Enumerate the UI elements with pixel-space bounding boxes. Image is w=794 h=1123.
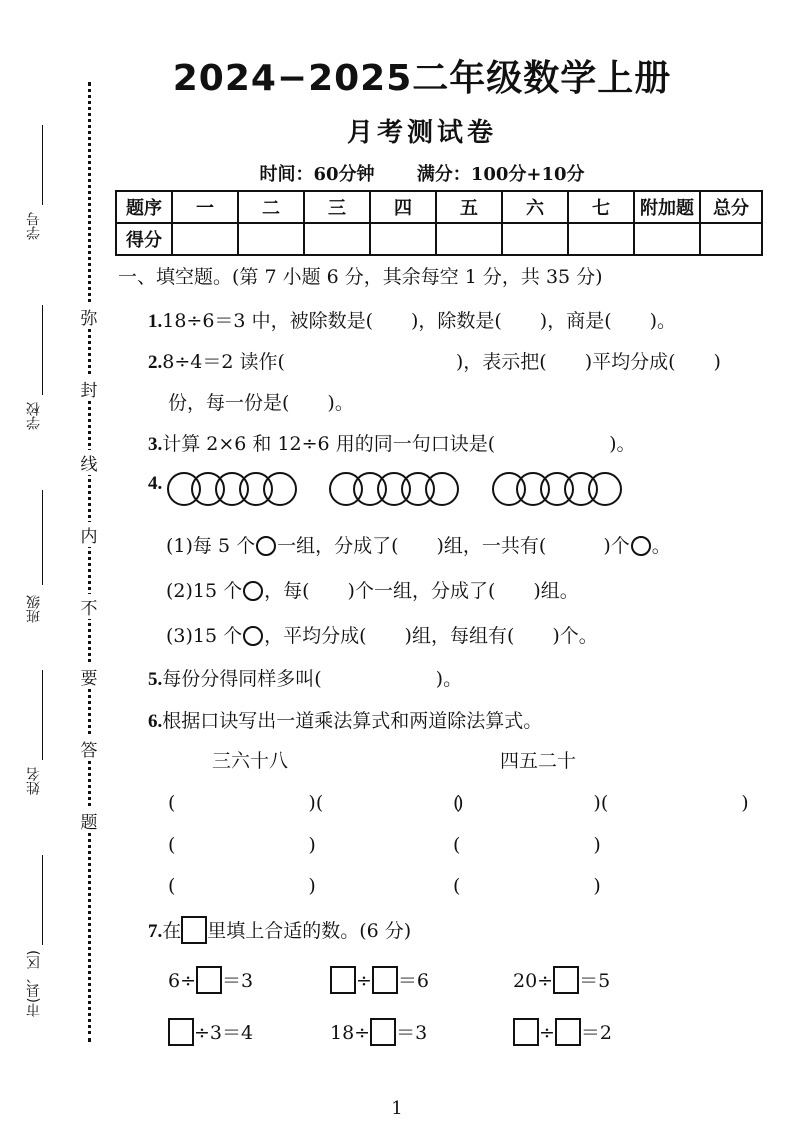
answer-box[interactable] [513, 1018, 539, 1046]
question-text: 每份分得同样多叫( )。 [162, 668, 463, 690]
question-2-line-1 [148, 347, 721, 374]
score-cell[interactable] [700, 223, 762, 255]
table-header-cell: 六 [502, 191, 568, 223]
student-id-label: 学号 [26, 212, 42, 240]
district-label: 市(县、区) [26, 950, 42, 1017]
answer-box[interactable] [330, 966, 356, 994]
rhyme-left: 三六十八 [212, 750, 289, 772]
eq-text: ＝5 [579, 970, 611, 992]
question-4-sub-3 [166, 621, 598, 648]
seal-char: 弥 [77, 304, 101, 329]
binding-dotted-line [88, 82, 91, 1042]
question-number: 4. [148, 473, 163, 494]
sub-text: (3)15 个 [166, 625, 243, 647]
score-cell[interactable] [238, 223, 304, 255]
sub-text: ，每( )个一组，分成了( )组。 [264, 580, 579, 602]
answer-box[interactable] [555, 1018, 581, 1046]
score-cell[interactable] [436, 223, 502, 255]
circle-icon [256, 536, 276, 556]
answer-blank[interactable]: ( ) [453, 834, 601, 856]
table-header-cell: 附加题 [634, 191, 700, 223]
circle-icon [588, 472, 622, 506]
seal-char: 要 [77, 664, 101, 689]
eq-text: ÷3＝4 [194, 1022, 254, 1044]
question-4-number [148, 472, 162, 495]
eq-text: ＝2 [580, 1022, 613, 1044]
circle-icon [243, 626, 263, 646]
school-label: 学校 [26, 402, 42, 430]
question-3 [148, 429, 636, 456]
rhyme-right: 四五二十 [500, 750, 577, 772]
answer-box[interactable] [370, 1018, 396, 1046]
equation [330, 966, 429, 994]
circle-group [492, 472, 612, 506]
answer-box[interactable] [196, 966, 222, 994]
table-header-cell: 二 [238, 191, 304, 223]
equation [513, 966, 610, 994]
seal-char: 答 [77, 736, 101, 761]
answer-blank[interactable]: ( ) [453, 875, 601, 897]
question-text: 在 [162, 920, 182, 942]
circle-group [167, 472, 287, 506]
score-table-header-row [116, 191, 762, 223]
question-4-sub-1 [166, 531, 671, 558]
question-number: 7. [148, 921, 163, 942]
eq-text: ＝3 [396, 1022, 428, 1044]
circle-icon [425, 472, 459, 506]
score-cell[interactable] [634, 223, 700, 255]
question-5 [148, 664, 462, 691]
seal-char: 题 [77, 808, 101, 833]
eq-text: 20÷ [513, 970, 554, 992]
seal-char: 线 [77, 450, 101, 475]
seal-char: 封 [77, 376, 101, 401]
sub-text: (1)每 5 个 [166, 535, 256, 557]
page-subtitle: 月考测试卷 [346, 118, 497, 148]
eq-text: ＝3 [222, 970, 254, 992]
table-header-cell: 三 [304, 191, 370, 223]
question-text: 18÷6＝3 中，被除数是( )，除数是( )，商是( )。 [162, 310, 677, 332]
section-title: 一、填空题。(第 7 小题 6 分，其余每空 1 分，共 35 分) [118, 266, 603, 288]
eq-text: 6÷ [168, 970, 197, 992]
page-number: 1 [391, 1098, 403, 1119]
answer-box[interactable] [553, 966, 579, 994]
table-header-cell: 题序 [116, 191, 172, 223]
answer-blank[interactable]: ( ) [168, 834, 316, 856]
exam-time: 时间：60分钟 [259, 164, 375, 185]
question-text: 里填上合适的数。(6 分) [207, 920, 412, 942]
seal-char: 不 [77, 594, 101, 619]
question-number: 1. [148, 311, 163, 332]
question-number: 5. [148, 669, 163, 690]
table-header-cell: 七 [568, 191, 634, 223]
score-row-label: 得分 [116, 223, 172, 255]
score-table-score-row [116, 223, 762, 255]
answer-box[interactable] [168, 1018, 194, 1046]
eq-text: ÷ [539, 1022, 555, 1044]
score-cell[interactable] [304, 223, 370, 255]
circle-group [329, 472, 449, 506]
question-number: 6. [148, 711, 163, 732]
circle-icon [243, 581, 263, 601]
table-header-cell: 五 [436, 191, 502, 223]
question-2-line-2: 份，每一份是( )。 [168, 392, 354, 414]
question-6 [148, 706, 542, 733]
equation [513, 1018, 612, 1046]
school-line [42, 305, 43, 395]
answer-blank-pair[interactable]: ( )( ) [168, 792, 464, 814]
answer-box[interactable] [372, 966, 398, 994]
answer-blank[interactable]: ( ) [168, 875, 316, 897]
eq-text: 18÷ [330, 1022, 371, 1044]
question-1 [148, 306, 676, 333]
sub-text: 一组，分成了( )组，一共有( )个 [277, 535, 630, 557]
exam-meta [0, 160, 794, 186]
class-label: 班级 [26, 595, 42, 623]
equation [168, 966, 253, 994]
answer-box [181, 916, 207, 944]
question-text: 8÷4＝2 读作( )，表示把( )平均分成( ) [162, 351, 721, 373]
equation [168, 1018, 253, 1046]
exam-full-score: 满分：100分+10分 [416, 164, 585, 185]
equation [330, 1018, 427, 1046]
circle-icon [263, 472, 297, 506]
sub-text: ，平均分成( )组，每组有( )个。 [264, 625, 598, 647]
table-header-cell: 总分 [700, 191, 762, 223]
table-header-cell: 一 [172, 191, 238, 223]
question-text: 根据口诀写出一道乘法算式和两道除法算式。 [162, 710, 543, 732]
score-cell[interactable] [502, 223, 568, 255]
page-title: 2024−2025二年级数学上册 [172, 58, 672, 99]
eq-text: ÷ [356, 970, 372, 992]
question-7 [148, 916, 411, 944]
name-label: 姓名 [26, 767, 42, 795]
score-cell[interactable] [172, 223, 238, 255]
seal-char: 内 [77, 522, 101, 547]
score-cell[interactable] [568, 223, 634, 255]
district-line [42, 855, 43, 945]
eq-text: ＝6 [397, 970, 430, 992]
sub-text: (2)15 个 [166, 580, 243, 602]
question-4-sub-2 [166, 576, 579, 603]
score-table [115, 190, 763, 256]
table-header-cell: 四 [370, 191, 436, 223]
answer-blank-pair[interactable]: ( )( ) [453, 792, 749, 814]
question-text: 计算 2×6 和 12÷6 用的同一句口诀是( )。 [162, 433, 636, 455]
circle-icon [631, 536, 651, 556]
name-line [42, 670, 43, 760]
class-line [42, 490, 43, 585]
score-cell[interactable] [370, 223, 436, 255]
question-number: 3. [148, 434, 163, 455]
question-number: 2. [148, 352, 163, 373]
sub-text: 。 [651, 535, 671, 557]
